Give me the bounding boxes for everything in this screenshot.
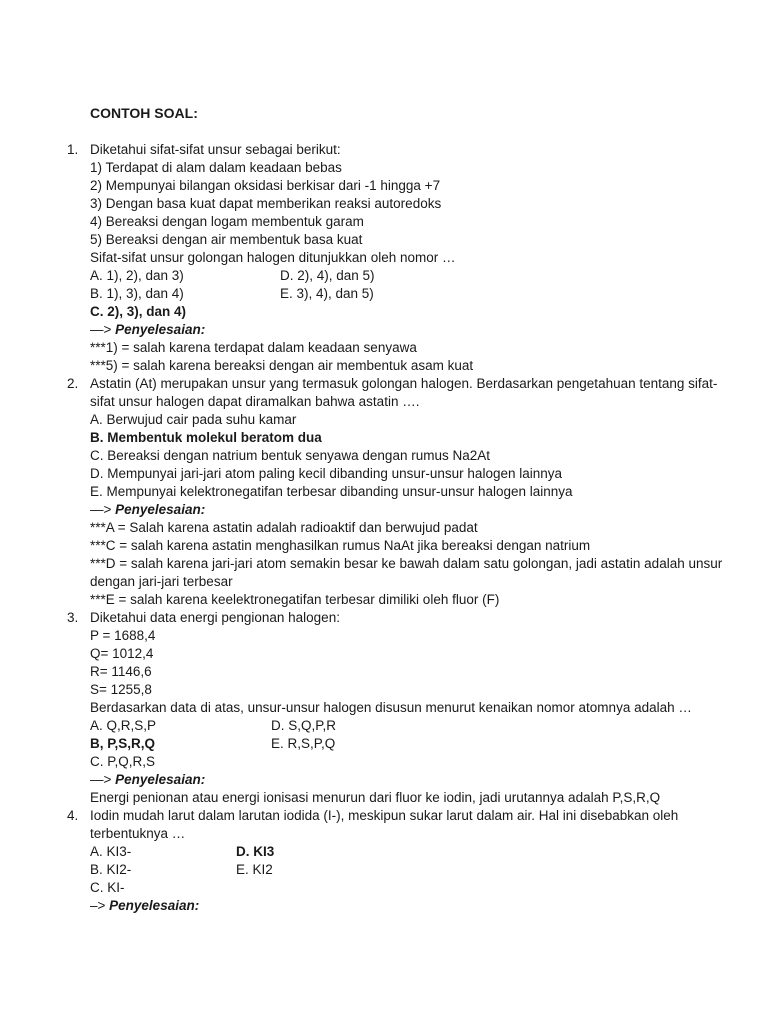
question-1-number: 1. xyxy=(67,142,79,157)
arrow: —> xyxy=(90,502,116,517)
question-1-stem: Diketahui sifat-sifat unsur sebagai berikut: xyxy=(90,142,341,157)
question-3-data: Q= 1012,4 xyxy=(90,646,154,661)
arrow: —> xyxy=(90,322,116,337)
question-4-stem: Iodin mudah larut dalam larutan iodida (I-), meskipun sukar larut dalam air. Hal ini disebabkan oleh xyxy=(90,808,679,823)
question-1-option-e: E. 3), 4), dan 5) xyxy=(280,286,374,301)
question-3-option-c: C. P,Q,R,S xyxy=(90,754,156,769)
question-1-item: 3) Dengan basa kuat dapat memberikan reaksi autoredoks xyxy=(90,196,442,211)
question-1-item: 5) Bereaksi dengan air membentuk basa kuat xyxy=(90,232,363,247)
question-4-option-a: A. KI3- xyxy=(90,844,132,859)
question-3-data: R= 1146,6 xyxy=(90,664,152,679)
question-4-stem: terbentuknya … xyxy=(90,826,186,841)
question-3-number: 3. xyxy=(67,610,79,625)
solution-label: Penyelesaian: xyxy=(115,502,206,517)
page-heading: CONTOH SOAL: xyxy=(90,105,198,121)
question-2-option-a: A. Berwujud cair pada suhu kamar xyxy=(90,412,297,427)
question-1-solution-line: ***5) = salah karena bereaksi dengan air membentuk asam kuat xyxy=(90,358,474,373)
question-3-solution-heading xyxy=(90,771,205,789)
question-1-option-d: D. 2), 4), dan 5) xyxy=(280,268,375,283)
question-2-option-c: C. Bereaksi dengan natrium bentuk senyawa dengan rumus Na2At xyxy=(90,448,490,463)
question-1-item: 4) Bereaksi dengan logam membentuk garam xyxy=(90,214,364,229)
question-4-option-b: B. KI2- xyxy=(90,862,132,877)
question-3-stem: Diketahui data energi pengionan halogen: xyxy=(90,610,340,625)
question-3-option-e: E. R,S,P,Q xyxy=(271,736,336,751)
question-2-solution-line: ***A = Salah karena astatin adalah radioaktif dan berwujud padat xyxy=(90,520,478,535)
question-2-solution-heading xyxy=(90,501,205,519)
question-3-data: P = 1688,4 xyxy=(90,628,156,643)
question-2-solution-line: ***C = salah karena astatin menghasilkan rumus NaAt jika bereaksi dengan natrium xyxy=(90,538,591,553)
question-2-stem: sifat unsur halogen dapat diramalkan bahwa astatin …. xyxy=(90,394,420,409)
question-1-item: 2) Mempunyai bilangan oksidasi berkisar dari -1 hingga +7 xyxy=(90,178,441,193)
question-2-option-b-answer: B. Membentuk molekul beratom dua xyxy=(90,430,322,445)
question-2-stem: Astatin (At) merupakan unsur yang termasuk golongan halogen. Berdasarkan pengetahuan tentang sifat- xyxy=(90,376,718,391)
arrow: —> xyxy=(90,772,116,787)
question-1-solution-heading xyxy=(90,321,205,339)
solution-label: Penyelesaian: xyxy=(109,898,200,913)
question-3-option-b-answer: B, P,S,R,Q xyxy=(90,736,156,751)
question-1-option-c-answer: C. 2), 3), dan 4) xyxy=(90,304,187,319)
question-4-option-c: C. KI- xyxy=(90,880,125,895)
question-3-option-d: D. S,Q,P,R xyxy=(271,718,337,733)
question-2-solution-line: dengan jari-jari terbesar xyxy=(90,574,233,589)
question-1-option-b: B. 1), 3), dan 4) xyxy=(90,286,184,301)
question-2-solution-line: ***E = salah karena keelektronegatifan terbesar dimiliki oleh fluor (F) xyxy=(90,592,500,607)
solution-label: Penyelesaian: xyxy=(115,322,206,337)
solution-label: Penyelesaian: xyxy=(115,772,206,787)
question-1-option-a: A. 1), 2), dan 3) xyxy=(90,268,184,283)
question-4-option-d-answer: D. KI3 xyxy=(236,844,275,859)
question-4-option-e: E. KI2 xyxy=(236,862,273,877)
question-4-number: 4. xyxy=(67,808,79,823)
question-1-item: 1) Terdapat di alam dalam keadaan bebas xyxy=(90,160,342,175)
question-2-solution-line: ***D = salah karena jari-jari atom semakin besar ke bawah dalam satu golongan, jadi astatin adalah unsur xyxy=(90,556,723,571)
question-4-solution-heading xyxy=(90,897,199,915)
question-3-solution-line: Energi penionan atau energi ionisasi menurun dari fluor ke iodin, jadi urutannya adalah P,S,R,Q xyxy=(90,790,661,805)
question-3-data: S= 1255,8 xyxy=(90,682,152,697)
question-3-question: Berdasarkan data di atas, unsur-unsur halogen disusun menurut kenaikan nomor atomnya adalah … xyxy=(90,700,692,715)
question-2-option-d: D. Mempunyai jari-jari atom paling kecil dibanding unsur-unsur halogen lainnya xyxy=(90,466,563,481)
question-1-question: Sifat-sifat unsur golongan halogen ditunjukkan oleh nomor … xyxy=(90,250,456,265)
question-2-option-e: E. Mempunyai kelektronegatifan terbesar dibanding unsur-unsur halogen lainnya xyxy=(90,484,573,499)
question-3-option-a: A. Q,R,S,P xyxy=(90,718,157,733)
arrow: –> xyxy=(90,898,110,913)
question-2-number: 2. xyxy=(67,376,79,391)
question-1-solution-line: ***1) = salah karena terdapat dalam keadaan senyawa xyxy=(90,340,417,355)
